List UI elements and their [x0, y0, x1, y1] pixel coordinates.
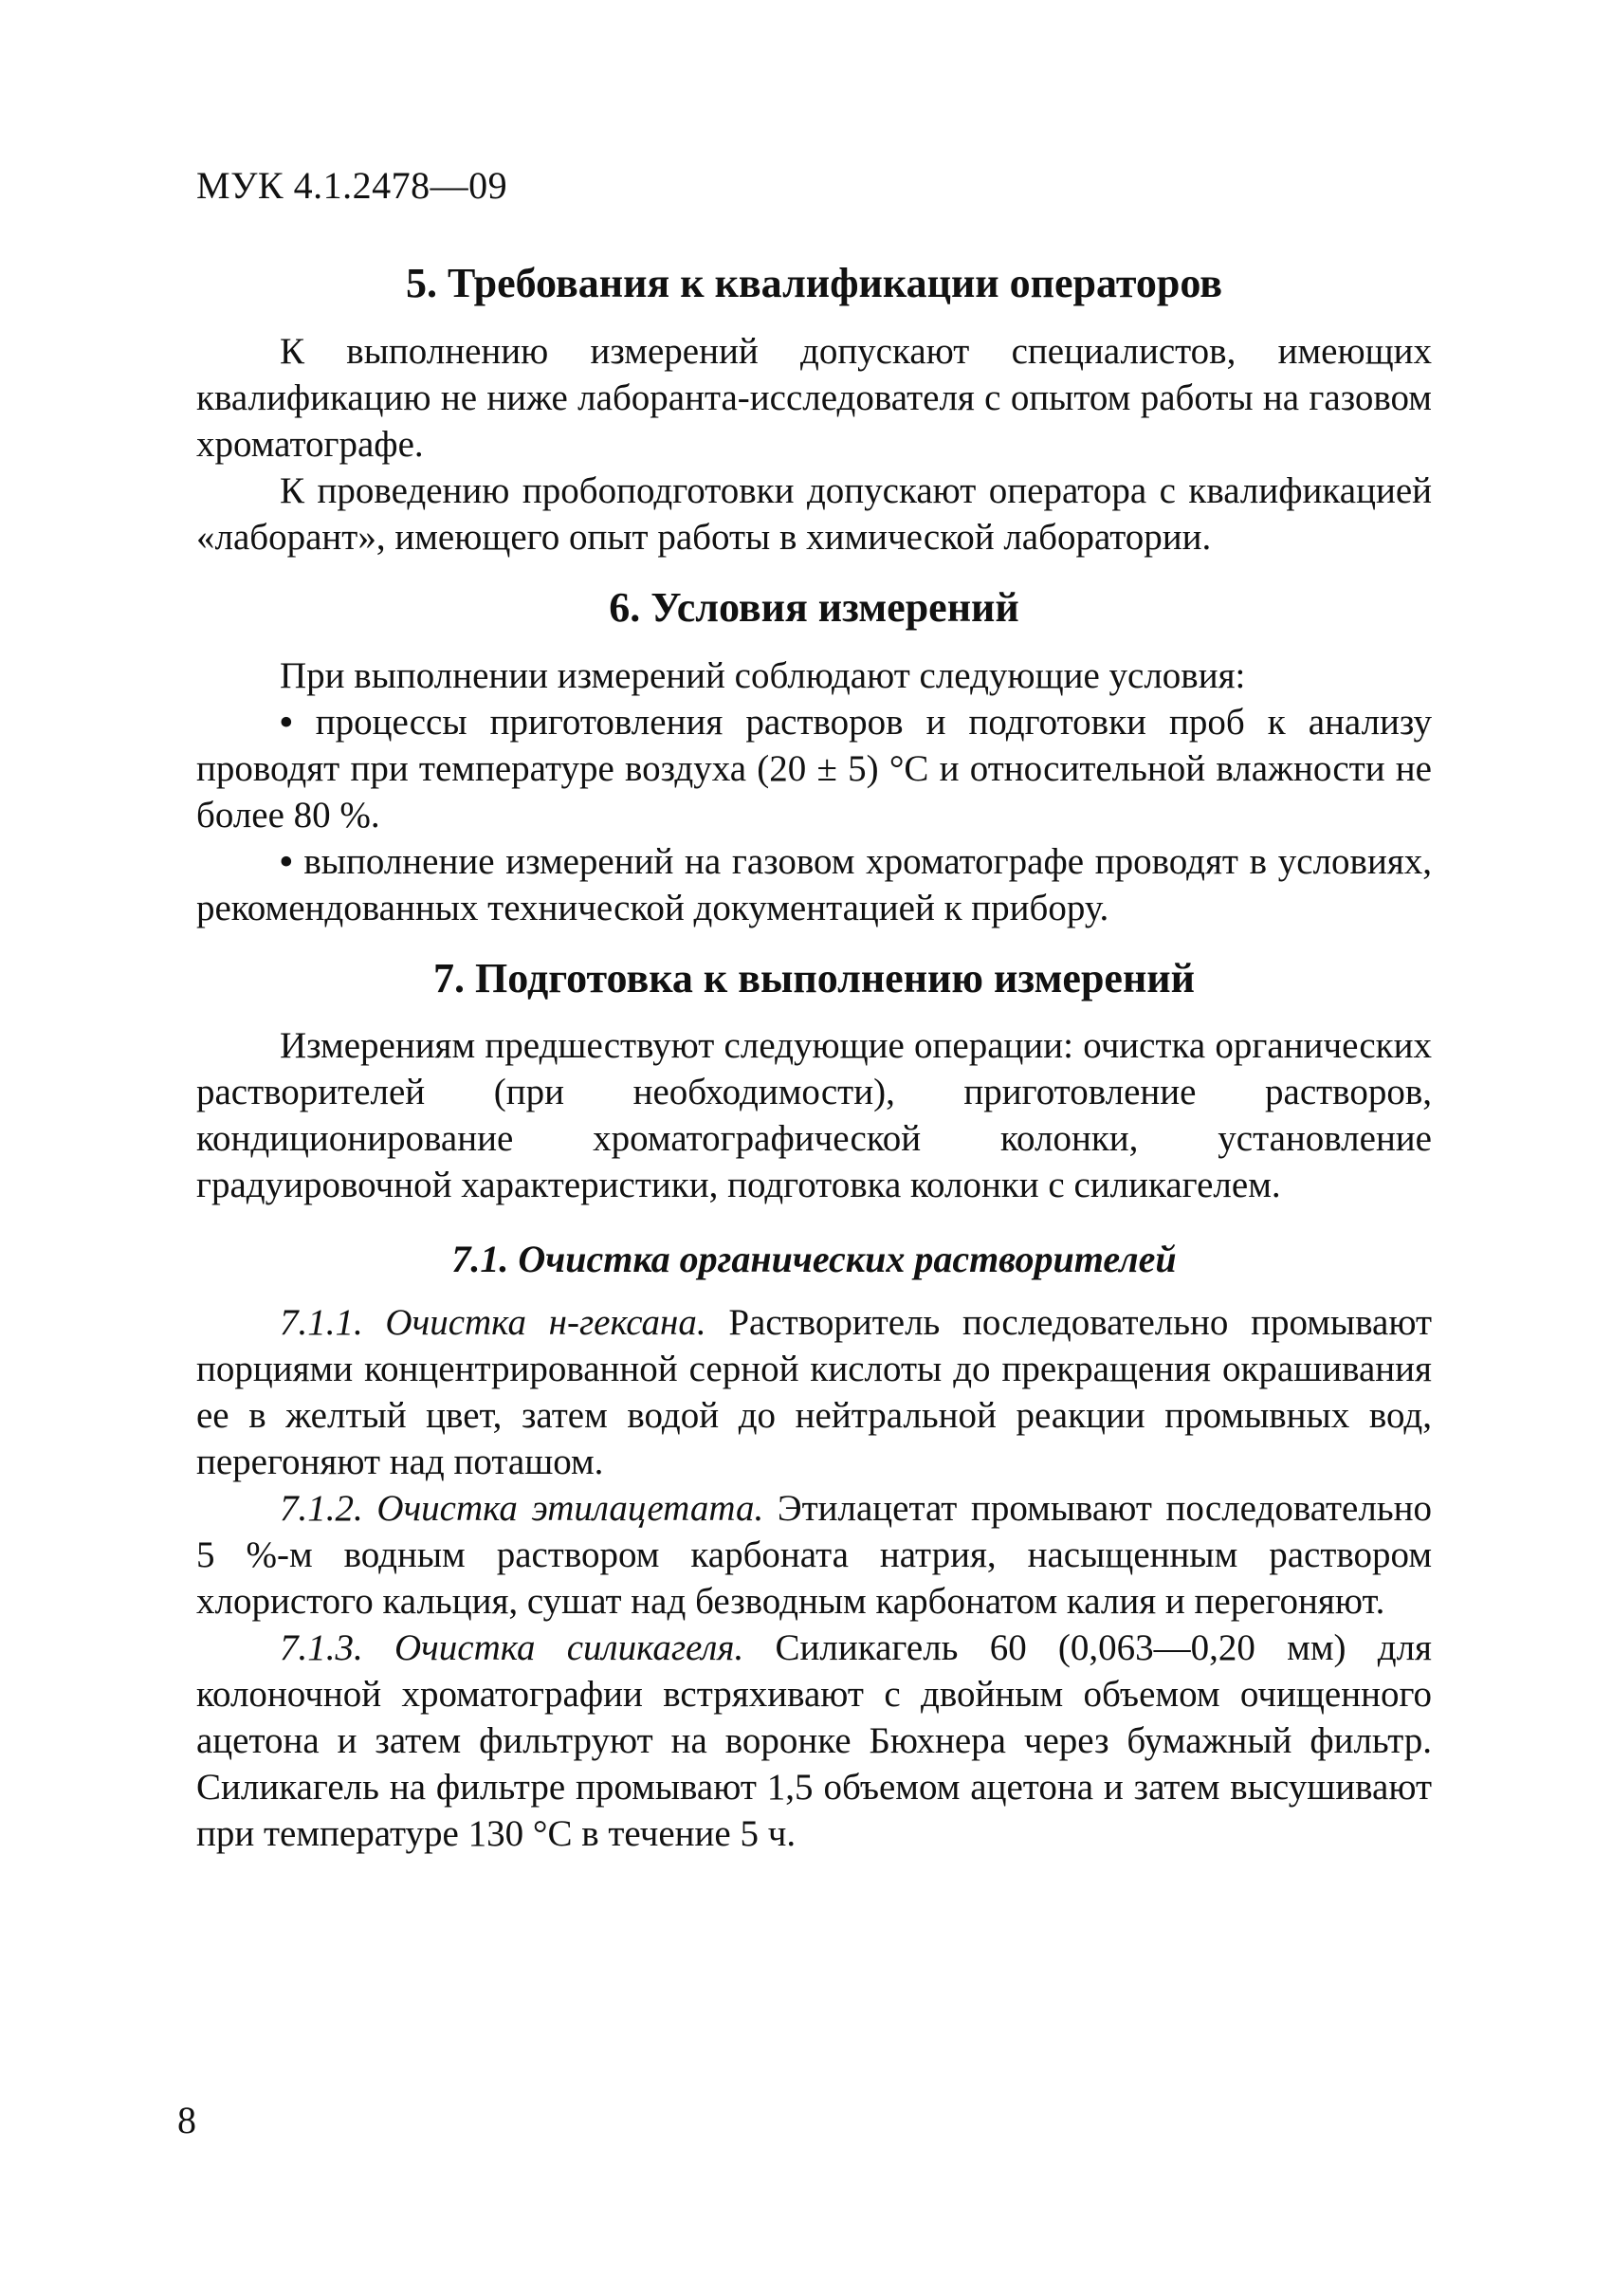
section-7-title: 7. Подготовка к выполнению измерений: [433, 954, 1195, 1001]
item-text: Силикагель 60 (0,063—0,20 мм) для колоночной хроматографии встряхивают с двойным объемом очищенного ацетона и затем фильтруют на воронке Бюхнера через бумажный фильтр. Силикагель на фильтре промывают 1,5 объемом ацетона и затем высушивают при температуре 130 °С в течение 5 ч.: [196, 1627, 1432, 1855]
document-code: МУК 4.1.2478—09: [196, 164, 508, 207]
section-5-title: 5. Требования к квалификации операторов: [405, 260, 1223, 306]
section-6-bullet-2: [196, 838, 1432, 931]
bullet-text: выполнение измерений на газовом хроматографе проводят в условиях, рекомендованных технической документацией к прибору.: [196, 840, 1433, 928]
page-number: 8: [177, 2099, 196, 2141]
item-7-1-2: [196, 1485, 1432, 1625]
bullet-icon: •: [280, 701, 293, 743]
subsection-7-1-title: 7.1. Очистка органических растворителей: [451, 1238, 1177, 1281]
section-6-intro: При выполнении измерений соблюдают следующие условия:: [280, 654, 1246, 696]
section-5-paragraph-2: К проведению пробоподготовки допускают оператора с квалификацией «лаборант», имеющего опыт работы в химической лаборатории.: [196, 469, 1432, 558]
item-7-1-1: [196, 1299, 1432, 1485]
item-label: 7.1.3. Очистка силикагеля.: [280, 1627, 744, 1669]
section-6-title: 6. Условия измерений: [609, 583, 1019, 631]
section-7-intro: Измерениям предшествуют следующие операции: очистка органических растворителей (при необходимости), приготовление растворов, кондиционирование хроматографической колонки, установление градуировочной характеристики, подготовка колонки с силикагелем.: [196, 1025, 1432, 1206]
section-5-paragraph-1: К выполнению измерений допускают специалистов, имеющих квалификацию не ниже лаборанта-исследователя с опытом работы на газовом хроматографе.: [196, 330, 1432, 465]
item-text: Этилацетат промывают последовательно 5 %-м водным раствором карбоната натрия, насыщенным раствором хлористого кальция, сушат над безводным карбонатом калия и перегоняют.: [196, 1488, 1432, 1623]
bullet-text: процессы приготовления растворов и подготовки проб к анализу проводят при температуре воздуха (20 ± 5) °С и относительной влажности не более 80 %.: [196, 701, 1433, 836]
item-7-1-3: [196, 1625, 1432, 1857]
item-label: 7.1.1. Очистка н-гексана.: [280, 1302, 706, 1344]
section-6-bullet-1: [196, 699, 1432, 838]
item-text: Растворитель последовательно промывают порциями концентрированной серной кислоты до прекращения окрашивания ее в желтый цвет, затем водой до нейтральной реакции промывных вод, перегоняют над поташом.: [196, 1302, 1432, 1483]
bullet-icon: •: [280, 840, 293, 882]
item-label: 7.1.2. Очистка этилацетата.: [280, 1488, 764, 1530]
